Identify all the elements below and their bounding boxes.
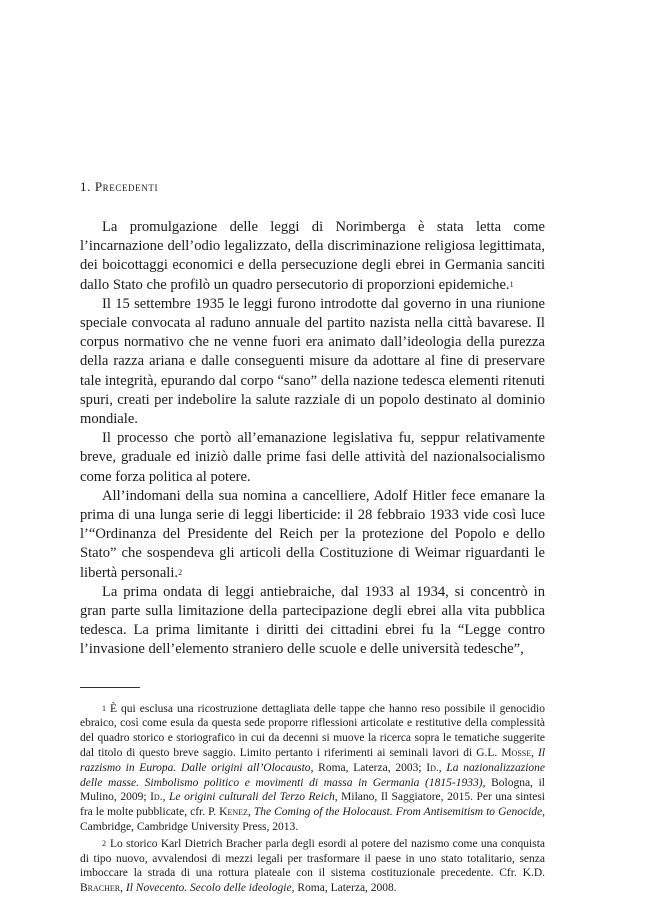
paragraph xyxy=(80,295,545,429)
footnote-ref[interactable]: 2 xyxy=(178,567,183,577)
footnote-text: È qui esclusa una ricostruzione dettagliata delle tappe che hanno reso possibile il genocidio ebraico, così come esula da questa sede proporre riflessioni articolate e restitutive della complessità del quadro storico e storiografico in cui da decenni si muove la ricerca sopra le tematiche suggerite dal titolo di questo breve saggio. Limito pertanto i riferimenti ai seminali lavori di G.L. xyxy=(80,702,545,760)
paragraph-text: Il processo che portò all’emanazione legislativa fu, seppur relativamente breve, graduale ed iniziò dalle prime fasi delle attività del nazionalsocialismo come forza politica al potere. xyxy=(80,430,545,485)
book-title: Il Novecento. Secolo delle ideologie xyxy=(125,882,292,895)
section-title-initial: P xyxy=(94,179,103,194)
author-name: Id. xyxy=(150,791,163,804)
paragraph-text: Il 15 settembre 1935 le leggi furono introdotte dal governo in una riunione speciale convocata al raduno annuale del partito nazista nella città bavarese. Il corpus normativo che ne venne fuori era animato dall’ideologia della purezza della razza ariana e dalle conseguenti misure da adottare al fine di preservare tale integrità, epurando dal corpo “sano” della nazione tedesca elementi ritenuti spuri, creati per indebolire la salute razziale di un popolo destinato al dominio mondiale. xyxy=(80,295,545,428)
author-name: Mosse xyxy=(501,747,532,760)
footnote-text: Lo storico Karl Dietrich Bracher parla degli esordi al potere del nazismo come una conquista di tipo nuovo, avvalendosi di mezzi legali per trasformare il paese in uno stato totalitario, senza imboccare la strada di una rottura plateale con il sistema costituzionale precedente. Cfr. K.D. xyxy=(80,837,545,880)
paragraph-text: All’indomani della sua nomina a cancelliere, Adolf Hitler fece emanare la prima di una lunga serie di leggi liberticide: il 28 febbraio 1933 vide così luce l’“Ordinanza del Presidente del Reich per la protezione del Popolo e dello Stato” che sospendeva gli articoli della Costituzione di Weimar riguardanti le libertà personali. xyxy=(80,487,545,581)
paragraph-text: La promulgazione delle leggi di Norimberga è stata letta come l’incarnazione dell’odio legalizzato, della discriminazione religiosa legittimata, dei boicottaggi economici e della persecuzione degli ebrei in Germania sanciti dallo Stato che profilò un quadro persecutorio di proporzioni epidemiche. xyxy=(80,219,545,293)
footnote-number: 2 xyxy=(102,838,106,848)
paragraph-text: La prima ondata di leggi antiebraiche, dal 1933 al 1934, si concentrò in gran parte sulla limitazione della partecipazione degli ebrei alla vita pubblica tedesca. La prima limitante i diritti dei cittadini ebrei fu la “Legge contro l’invasione dell’elemento straniero delle scuole e delle università tedesche”, xyxy=(80,583,545,658)
page-content xyxy=(80,178,545,898)
paragraph xyxy=(80,487,545,583)
footnote-text: , Cambridge, Cambridge University Press, 2013. xyxy=(80,806,546,834)
paragraph xyxy=(80,218,545,295)
author-name: Kenez xyxy=(219,806,248,819)
footnote-ref[interactable]: 1 xyxy=(509,279,514,289)
footnote-text: , Roma, Laterza, 2008. xyxy=(291,882,397,895)
footnote-number: 1 xyxy=(102,703,106,713)
footnote-text: , Milano, Il Saggiatore, 2015. Per una sintesi fra le molte pubblicate, cfr. P. xyxy=(80,791,546,819)
book-title: The Coming of the Holocaust. From Antisemitism to Genocide xyxy=(253,806,543,819)
section-heading xyxy=(80,178,545,195)
author-name: Id. xyxy=(426,761,439,774)
book-title: Le origini culturali del Terzo Reich xyxy=(169,791,335,804)
book-title: La nazionalizzazione delle masse. Simbolismo politico e movimenti di massa in Germania (1815-1933) xyxy=(80,761,546,789)
paragraph xyxy=(80,583,545,660)
footnote-text: , Bologna, il Mulino, 2009; xyxy=(80,776,545,804)
section-title-rest: recedenti xyxy=(102,179,159,194)
section-number: 1. xyxy=(80,179,91,194)
book-title: Il razzismo in Europa. Dalle origini all’Olocausto xyxy=(80,747,546,774)
footnote-1: $^1$ È qui esclusa una ricostruzione dettagliata delle tappe che hanno reso possibile il genocidio ebraico, così come esula da questa sede proporre riflessioni articolate e restitutive della complessità del quadro storico e storiografico in cui da decenni si muove la ricerca sopra le tematiche suggerite dal titolo di questo breve saggio. Limito pertanto i riferimenti ai seminali lavori di G.L. Mosse, Il razzismo in Europa. Dalle origini all’Olocausto, Roma, Laterza, 2003; Id., La nazionalizzazione delle masse. Simbolismo politico e movimenti di massa in Germania (1815-1933), Bologna, il Mulino, 2009; Id., Le origini culturali del Terzo Reich, Milano, Il Saggiatore, 2015. Per una sintesi fra le molte pubblicate, cfr. P. Kenez, The Coming of the Holocaust. From Antisemitism to Genocide, Cambridge, Cambridge University Press, 2013. xyxy=(80,702,546,834)
author-name: Bracher xyxy=(80,882,121,895)
paragraph xyxy=(80,429,545,487)
footnote-divider xyxy=(80,687,140,688)
footnotes xyxy=(80,702,545,896)
body-text xyxy=(80,218,545,660)
footnote-text: , Roma, Laterza, 2003; xyxy=(310,761,422,774)
footnote-2: $^2$ Lo storico Karl Dietrich Bracher parla degli esordi al potere del nazismo come una conquista di tipo nuovo, avvalendosi di mezzi legali per trasformare il paese in uno stato totalitario, senza imboccare la strada di una rottura plateale con il sistema costituzionale precedente. Cfr. K.D. Bracher, Il Novecento. Secolo delle ideologie, Roma, Laterza, 2008. xyxy=(80,837,545,895)
